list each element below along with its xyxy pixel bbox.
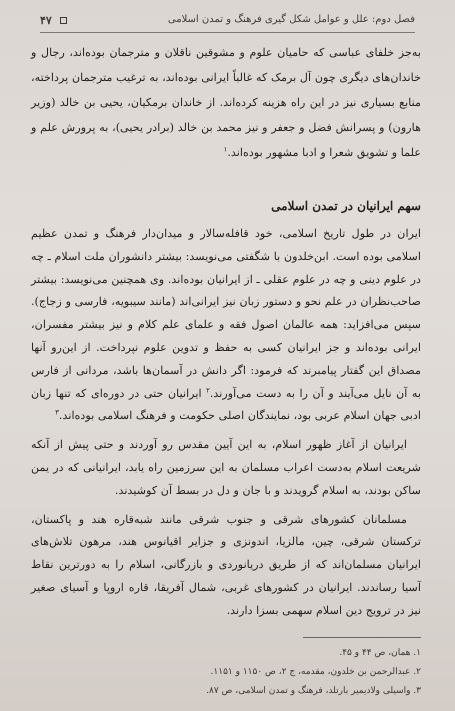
footnote-1: ۱. همان، ص ۴۴ و ۴۵. bbox=[339, 647, 421, 658]
footnote-ref-2: ۲ bbox=[206, 385, 210, 394]
body-paragraph-2: ایرانیان از آغاز ظهور اسلام، به این آیین مقدس رو آوردند و حتی پیش از آنکه شریعت اسلام به‌دست اعراب مسلمان به این سرزمین راه یابد، ایرانیانی که در یمن ساکن بودند، به اسلام گرویدند و با جان و دل در بسط آن کوشیدند. bbox=[31, 438, 421, 497]
body-paragraph-1-tail: ایرانیان حتی در دوره‌ای که تنها زبان ادبی جهان اسلام عربی بود، نمایندگان اصلی حکومت و فرهنگ اسلامی بوده‌اند. bbox=[31, 386, 421, 423]
page-number: ۴۷ bbox=[40, 14, 52, 27]
footnote-2: ۲. عبدالرحمن بن خلدون، مقدمه، ج ۲، ص ۱۱۵۰ و ۱۱۵۱. bbox=[210, 666, 421, 677]
body-paragraph-1-text: ایران در طول تاریخ اسلامی، خود قافله‌سالار و میدان‌دار فرهنگ و تمدن عظیم اسلامی بوده است. ابن‌خلدون با شگفتی می‌نویسد: بیشتر دانشوران ملت اسلام ـ چه در علوم دینی و چه در علوم عقلی ـ از ایرانیان بوده‌اند. وی همچنین می‌نویسد: بیشتر صاحب‌نظران در علم نحو و دستور زبان نیز ایرانی‌اند (مانند سیبویه، فارسی و زجاج). سپس می‌افزاید: همه عالمان اصول فقه و علمای علم کلام و نیز بیشتر مفسران، ایرانی بوده‌اند و جز ایرانیان کسی به حفظ و تدوین علوم نپرداخت. از این‌رو آنها مصداق این گفتار پیامبرند که فرمود: اگر دانش در آسمان‌ها باشد، مردانی از فارس به آن نایل می‌آیند و آن را به دست می‌آورند. bbox=[31, 227, 421, 400]
page-content bbox=[31, 40, 421, 701]
footnote-ref-1: ۱ bbox=[223, 145, 228, 154]
running-title: فصل دوم: علل و عوامل شکل گیری فرهنگ و تمدن اسلامی bbox=[167, 14, 415, 25]
footnote-3: ۳. واسیلی ولادیمیر بارتلد، فرهنگ و تمدن اسلامی، ص ۸۷. bbox=[206, 685, 421, 696]
footnote-ref-3: ۳ bbox=[55, 408, 59, 417]
section-heading: سهم ایرانیان در تمدن اسلامی bbox=[271, 199, 421, 213]
footnote-divider bbox=[303, 637, 421, 638]
intro-paragraph bbox=[31, 40, 421, 165]
square-ornament-icon bbox=[60, 17, 67, 24]
body-paragraph-1 bbox=[31, 223, 421, 428]
intro-paragraph-text: به‌جز خلفای عباسی که حامیان علوم و مشوقین ناقلان و مترجمان بوده‌اند، رجال و خاندان‌های دیگری چون آل برمک که غالباً ایرانی بوده‌اند، به ترغیب مترجمان پرداخته، منابع بسیاری نیز در این راه هزینه کرده‌اند. از خاندان برمکیان، یحیی بن خالد (وزیر هارون) و پسرانش فضل و جعفر و نیز محمد بن خالد (برادر یحیی)، به پرورش علم و علما و تشویق شعرا و ادبا مشهور بوده‌اند. bbox=[31, 46, 421, 159]
page-header bbox=[40, 14, 415, 33]
body-paragraph-3: مسلمانان کشورهای شرقی و جنوب شرقی مانند شبه‌قاره هند و پاکستان، ترکستان شرقی، چین، مالزیا، اندونزی و جزایر اقیانوس هند، مرهون تلاش‌های ایرانیان مسلمان‌اند که از طریق دریانوردی و بازرگانی، اسلام را به دورترین نقاط آسیا رساندند. ایرانیان در کشورهای غربی، شمال آفریقا، قاره اروپا و آسیای صغیر نیز در ترویج دین اسلام سهمی بسزا دارند. bbox=[31, 512, 421, 617]
